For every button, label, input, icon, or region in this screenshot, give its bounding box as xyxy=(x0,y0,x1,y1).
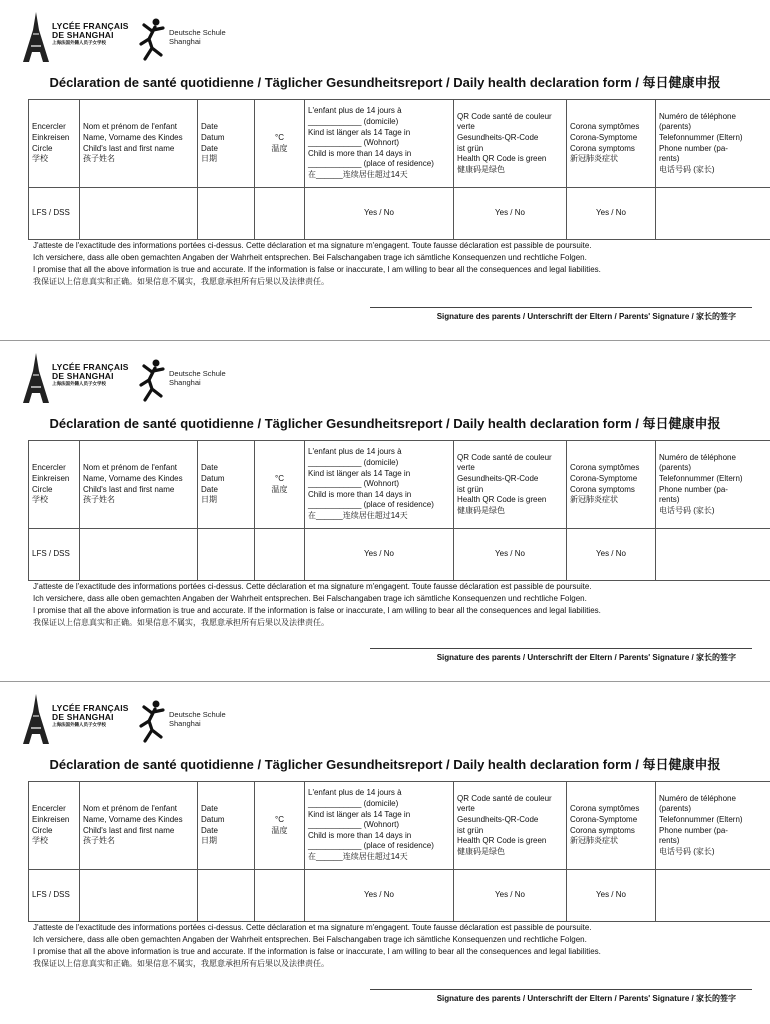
attestation-text xyxy=(33,240,763,288)
health-form-2 xyxy=(0,341,770,681)
attestation-text xyxy=(33,922,763,970)
running-figure-icon xyxy=(135,699,169,743)
attestation-zh: 我保证以上信息真实和正确。如果信息不属实，我愿意承担所有后果以及法律责任。 xyxy=(33,959,329,968)
header-qr-code: QR Code santé de couleur verte Gesundheits-QR-Code ist grün Health QR Code is green 健康码是绿色 xyxy=(454,100,567,188)
header-corona-symptoms: Corona symptômes Corona-Symptome Corona symptoms 新冠肺炎症状 xyxy=(567,441,656,529)
entry-row xyxy=(29,529,770,581)
header-child-name: Nom et prénom de l'enfant Name, Vorname des Kindes Child's last and first name 孩子姓名 xyxy=(80,441,198,529)
ds-school-name: Deutsche Schule Shanghai xyxy=(169,369,226,387)
form-title: Déclaration de santé quotidienne / Täglicher Gesundheitsreport / Daily health declaration form / 每日健康申报 xyxy=(49,75,721,90)
header-temperature: °C 温度 xyxy=(255,782,305,870)
header-row xyxy=(29,782,770,870)
lfs-logo xyxy=(22,694,132,744)
qr-answer[interactable]: Yes / No xyxy=(454,529,567,581)
attestation-en: I promise that all the above information is true and accurate. If the information is false or inaccurate, I am willing to bear all the consequences and legal liabilities. xyxy=(33,265,601,274)
form-title: Déclaration de santé quotidienne / Täglicher Gesundheitsreport / Daily health declaration form / 每日健康申报 xyxy=(49,416,721,431)
attestation-zh: 我保证以上信息真实和正确。如果信息不属实，我愿意承担所有后果以及法律责任。 xyxy=(33,618,329,627)
lfs-school-name: LYCÉE FRANÇAIS DE SHANGHAI xyxy=(52,21,129,40)
header-circle: Encercler Einkreisen Circle 学校 xyxy=(29,100,80,188)
header-child-name: Nom et prénom de l'enfant Name, Vorname des Kindes Child's last and first name 孩子姓名 xyxy=(80,100,198,188)
attestation-en: I promise that all the above information is true and accurate. If the information is false or inaccurate, I am willing to bear all the consequences and legal liabilities. xyxy=(33,947,601,956)
header-qr-code: QR Code santé de couleur verte Gesundheits-QR-Code ist grün Health QR Code is green 健康码是绿色 xyxy=(454,441,567,529)
lfs-school-subtitle: 上海法国外籍人员子女学校 xyxy=(52,722,106,727)
lfs-school-subtitle: 上海法国外籍人员子女学校 xyxy=(52,381,106,386)
lfs-logo xyxy=(22,353,132,403)
school-choice[interactable]: LFS / DSS xyxy=(29,188,80,240)
header-corona-symptoms: Corona symptômes Corona-Symptome Corona symptoms 新冠肺炎症状 xyxy=(567,100,656,188)
corona-answer[interactable]: Yes / No xyxy=(567,188,656,240)
corona-answer[interactable]: Yes / No xyxy=(567,870,656,922)
header-phone: Numéro de téléphone (parents) Telefonnummer (Eltern) Phone number (pa- rents) 电话号码 (家长) xyxy=(656,782,770,870)
date-cell[interactable] xyxy=(198,529,255,581)
running-figure-icon xyxy=(135,17,169,61)
header-temperature: °C 温度 xyxy=(255,441,305,529)
qr-answer[interactable]: Yes / No xyxy=(454,188,567,240)
lfs-school-subtitle: 上海法国外籍人员子女学校 xyxy=(52,40,106,45)
health-form-3 xyxy=(0,682,770,1022)
signature-line[interactable] xyxy=(370,307,752,308)
header-phone: Numéro de téléphone (parents) Telefonnummer (Eltern) Phone number (pa- rents) 电话号码 (家长) xyxy=(656,100,770,188)
header-row xyxy=(29,441,770,529)
qr-answer[interactable]: Yes / No xyxy=(454,870,567,922)
temperature-cell[interactable] xyxy=(255,870,305,922)
header-corona-symptoms: Corona symptômes Corona-Symptome Corona symptoms 新冠肺炎症状 xyxy=(567,782,656,870)
school-choice[interactable]: LFS / DSS xyxy=(29,870,80,922)
declaration-table xyxy=(28,99,770,240)
header-temperature: °C 温度 xyxy=(255,100,305,188)
attestation-de: Ich versichere, dass alle oben gemachten Angaben der Wahrheit entsprechen. Bei Falschangaben trage ich sämtliche Konsequenzen und rechtliche Folgen. xyxy=(33,935,587,944)
attestation-text xyxy=(33,581,763,629)
signature-label: Signature des parents / Unterschrift der Eltern / Parents' Signature / 家长的签字 xyxy=(436,312,736,321)
header-row xyxy=(29,100,770,188)
form-title: Déclaration de santé quotidienne / Täglicher Gesundheitsreport / Daily health declaration form / 每日健康申报 xyxy=(49,757,721,772)
header-residence: L'enfant plus de 14 jours à ____________ (domicile) Kind ist länger als 14 Tage in ____________ (Wohnort) Child is more than 14 days in ____________ (place of residence) 在______连续居住超过14天 xyxy=(305,782,454,870)
child-name-cell[interactable] xyxy=(80,529,198,581)
phone-cell[interactable] xyxy=(656,188,770,240)
entry-row xyxy=(29,870,770,922)
header-residence: L'enfant plus de 14 jours à ____________ (domicile) Kind ist länger als 14 Tage in ____________ (Wohnort) Child is more than 14 days in ____________ (place of residence) 在______连续居住超过14天 xyxy=(305,100,454,188)
header-residence: L'enfant plus de 14 jours à ____________ (domicile) Kind ist länger als 14 Tage in ____________ (Wohnort) Child is more than 14 days in ____________ (place of residence) 在______连续居住超过14天 xyxy=(305,441,454,529)
temperature-cell[interactable] xyxy=(255,529,305,581)
ds-logo xyxy=(135,17,245,61)
eiffel-tower-icon xyxy=(22,353,50,403)
attestation-zh: 我保证以上信息真实和正确。如果信息不属实，我愿意承担所有后果以及法律责任。 xyxy=(33,277,329,286)
header-phone: Numéro de téléphone (parents) Telefonnummer (Eltern) Phone number (pa- rents) 电话号码 (家长) xyxy=(656,441,770,529)
date-cell[interactable] xyxy=(198,870,255,922)
declaration-table xyxy=(28,440,770,581)
header-date: Date Datum Date 日期 xyxy=(198,782,255,870)
attestation-fr: J'atteste de l'exactitude des informations portées ci-dessus. Cette déclaration et ma signature m'engagent. Toute fausse déclaration est passible de poursuite. xyxy=(33,241,592,250)
phone-cell[interactable] xyxy=(656,870,770,922)
ds-school-name: Deutsche Schule Shanghai xyxy=(169,28,226,46)
ds-logo xyxy=(135,699,245,743)
lfs-school-name: LYCÉE FRANÇAIS DE SHANGHAI xyxy=(52,362,129,381)
health-form-1 xyxy=(0,0,770,340)
header-qr-code: QR Code santé de couleur verte Gesundheits-QR-Code ist grün Health QR Code is green 健康码是绿色 xyxy=(454,782,567,870)
temperature-cell[interactable] xyxy=(255,188,305,240)
signature-line[interactable] xyxy=(370,989,752,990)
residence-answer[interactable]: Yes / No xyxy=(305,870,454,922)
header-date: Date Datum Date 日期 xyxy=(198,100,255,188)
signature-label: Signature des parents / Unterschrift der Eltern / Parents' Signature / 家长的签字 xyxy=(436,653,736,662)
header-circle: Encercler Einkreisen Circle 学校 xyxy=(29,782,80,870)
attestation-en: I promise that all the above information is true and accurate. If the information is false or inaccurate, I am willing to bear all the consequences and legal liabilities. xyxy=(33,606,601,615)
eiffel-tower-icon xyxy=(22,694,50,744)
running-figure-icon xyxy=(135,358,169,402)
header-child-name: Nom et prénom de l'enfant Name, Vorname des Kindes Child's last and first name 孩子姓名 xyxy=(80,782,198,870)
ds-logo xyxy=(135,358,245,402)
attestation-fr: J'atteste de l'exactitude des informations portées ci-dessus. Cette déclaration et ma signature m'engagent. Toute fausse déclaration est passible de poursuite. xyxy=(33,923,592,932)
header-circle: Encercler Einkreisen Circle 学校 xyxy=(29,441,80,529)
entry-row xyxy=(29,188,770,240)
lfs-school-name: LYCÉE FRANÇAIS DE SHANGHAI xyxy=(52,703,129,722)
eiffel-tower-icon xyxy=(22,12,50,62)
school-choice[interactable]: LFS / DSS xyxy=(29,529,80,581)
attestation-de: Ich versichere, dass alle oben gemachten Angaben der Wahrheit entsprechen. Bei Falschangaben trage ich sämtliche Konsequenzen und rechtliche Folgen. xyxy=(33,594,587,603)
signature-line[interactable] xyxy=(370,648,752,649)
phone-cell[interactable] xyxy=(656,529,770,581)
lfs-logo xyxy=(22,12,132,62)
corona-answer[interactable]: Yes / No xyxy=(567,529,656,581)
residence-answer[interactable]: Yes / No xyxy=(305,188,454,240)
declaration-table xyxy=(28,781,770,922)
ds-school-name: Deutsche Schule Shanghai xyxy=(169,710,226,728)
header-date: Date Datum Date 日期 xyxy=(198,441,255,529)
child-name-cell[interactable] xyxy=(80,870,198,922)
attestation-de: Ich versichere, dass alle oben gemachten Angaben der Wahrheit entsprechen. Bei Falschangaben trage ich sämtliche Konsequenzen und rechtliche Folgen. xyxy=(33,253,587,262)
date-cell[interactable] xyxy=(198,188,255,240)
residence-answer[interactable]: Yes / No xyxy=(305,529,454,581)
signature-label: Signature des parents / Unterschrift der Eltern / Parents' Signature / 家长的签字 xyxy=(436,994,736,1003)
attestation-fr: J'atteste de l'exactitude des informations portées ci-dessus. Cette déclaration et ma signature m'engagent. Toute fausse déclaration est passible de poursuite. xyxy=(33,582,592,591)
child-name-cell[interactable] xyxy=(80,188,198,240)
